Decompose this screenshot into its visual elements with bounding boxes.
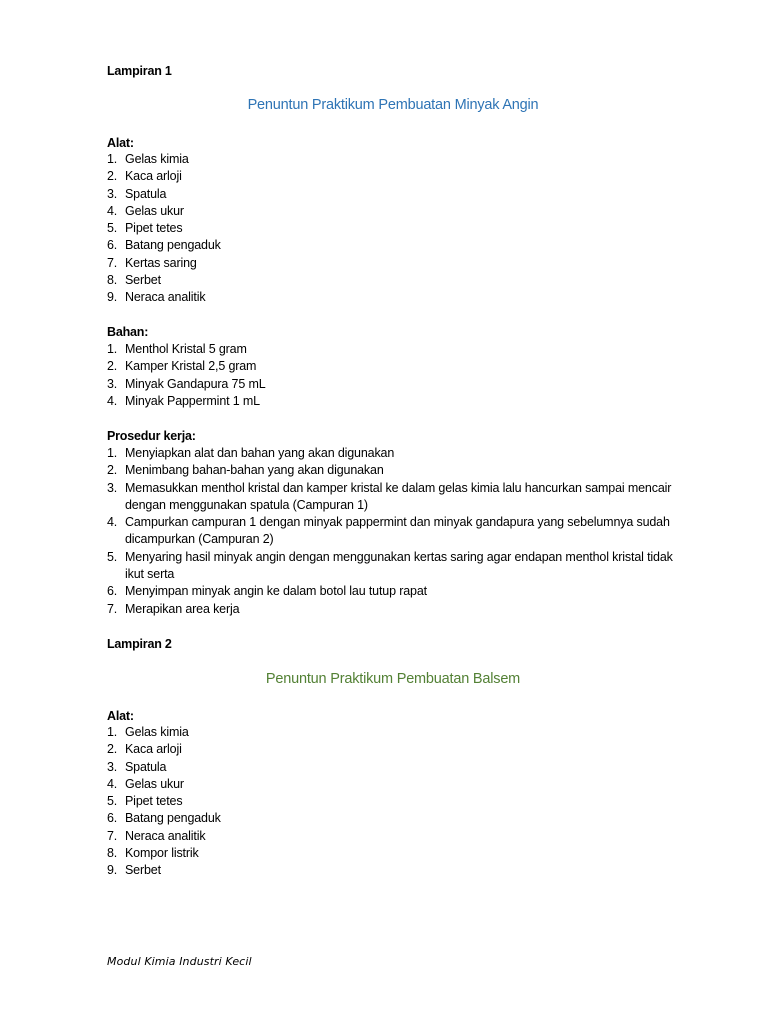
list-item-number: 4. [107, 203, 118, 218]
list-item-number: 3. [107, 759, 118, 774]
list-item-text: Minyak Pappermint 1 mL [125, 393, 260, 408]
list-item-number: 3. [107, 480, 118, 495]
list-item-text: Menimbang bahan-bahan yang akan digunakan [125, 463, 384, 478]
list-item-number: 6. [107, 584, 118, 599]
list-item-number: 2. [107, 169, 118, 184]
list-item-number: 6. [107, 238, 118, 253]
list-item-text: Menyaring hasil minyak angin dengan menggunakan kertas saring agar endapan menthol kristal tidak ikut serta [125, 549, 673, 582]
list-item-text: Serbet [125, 863, 161, 878]
alat-heading-2: Alat: [107, 709, 134, 723]
list-item [107, 376, 687, 393]
alat-list-1 [107, 151, 687, 307]
list-item [107, 845, 687, 862]
list-item-number: 8. [107, 273, 118, 288]
list-item-number: 5. [107, 794, 118, 809]
lampiran-2-title: Penuntun Praktikum Pembuatan Balsem [265, 671, 521, 687]
list-item-text: Gelas kimia [125, 152, 189, 166]
list-item [107, 168, 687, 185]
list-item-text: Menyiapkan alat dan bahan yang akan digunakan [125, 446, 395, 460]
list-item-text: Merapikan area kerja [125, 601, 240, 616]
list-item-number: 4. [107, 515, 118, 530]
list-item-number: 9. [107, 290, 118, 305]
list-item [107, 462, 687, 479]
list-item-number: 2. [107, 359, 118, 374]
list-item [107, 445, 687, 462]
list-item [107, 793, 687, 810]
list-item-number: 2. [107, 742, 118, 757]
list-item-number: 1. [107, 152, 118, 166]
list-item [107, 724, 687, 741]
alat-list-2 [107, 724, 687, 880]
prosedur-list [107, 445, 687, 618]
lampiran-2-label: Lampiran 2 [107, 637, 172, 651]
list-item-number: 7. [107, 828, 118, 843]
list-item [107, 549, 687, 584]
list-item-text: Menyimpan minyak angin ke dalam botol lau tutup rapat [125, 584, 427, 599]
list-item [107, 341, 687, 358]
list-item-text: Campurkan campuran 1 dengan minyak pappermint dan minyak gandapura yang sebelumnya sudah dicampurkan (Campuran 2) [125, 515, 670, 547]
list-item [107, 759, 687, 776]
list-item-number: 3. [107, 376, 118, 391]
list-item-text: Batang pengaduk [125, 811, 221, 826]
list-item-text: Gelas kimia [125, 725, 189, 739]
list-item [107, 583, 687, 600]
list-item [107, 289, 687, 306]
list-item-number: 2. [107, 463, 118, 478]
list-item-number: 8. [107, 846, 118, 861]
alat-heading-1: Alat: [107, 136, 134, 150]
list-item-number: 3. [107, 186, 118, 201]
list-item [107, 255, 687, 272]
list-item [107, 810, 687, 827]
footer-text: Modul Kimia Industri Kecil [107, 955, 252, 968]
list-item-text: Neraca analitik [125, 828, 206, 843]
list-item-text: Pipet tetes [125, 794, 183, 809]
list-item-text: Menthol Kristal 5 gram [125, 342, 247, 356]
list-item-text: Batang pengaduk [125, 238, 221, 253]
list-item [107, 741, 687, 758]
prosedur-heading: Prosedur kerja: [107, 429, 196, 443]
list-item-number: 5. [107, 549, 118, 564]
list-item-text: Gelas ukur [125, 203, 184, 218]
list-item-text: Pipet tetes [125, 221, 183, 236]
bahan-list [107, 341, 687, 410]
list-item-text: Spatula [125, 759, 167, 774]
list-item [107, 203, 687, 220]
list-item [107, 480, 687, 515]
lampiran-1-title: Penuntun Praktikum Pembuatan Minyak Angin [247, 97, 539, 113]
list-item [107, 358, 687, 375]
list-item-number: 1. [107, 725, 118, 739]
list-item-text: Kompor listrik [125, 846, 199, 861]
list-item [107, 601, 687, 618]
list-item-text: Spatula [125, 186, 167, 201]
list-item [107, 776, 687, 793]
list-item [107, 514, 687, 549]
list-item-number: 5. [107, 221, 118, 236]
list-item-text: Serbet [125, 273, 161, 288]
lampiran-1-label: Lampiran 1 [107, 64, 172, 78]
list-item [107, 186, 687, 203]
list-item-text: Kertas saring [125, 255, 197, 270]
list-item [107, 220, 687, 237]
bahan-heading: Bahan: [107, 325, 149, 339]
list-item [107, 828, 687, 845]
list-item-text: Kaca arloji [125, 169, 182, 184]
list-item [107, 237, 687, 254]
list-item-number: 4. [107, 393, 118, 408]
list-item-text: Neraca analitik [125, 290, 206, 305]
list-item-text: Memasukkan menthol kristal dan kamper kristal ke dalam gelas kimia lalu hancurkan sampai mencair dengan menggunakan spatula (Campuran 1) [125, 480, 672, 512]
list-item-number: 1. [107, 446, 118, 460]
list-item [107, 151, 687, 168]
list-item-number: 7. [107, 255, 118, 270]
list-item-text: Minyak Gandapura 75 mL [125, 376, 266, 391]
list-item [107, 862, 687, 879]
list-item-text: Kaca arloji [125, 742, 182, 757]
list-item-text: Kamper Kristal 2,5 gram [125, 359, 257, 374]
list-item-number: 7. [107, 601, 118, 616]
list-item [107, 393, 687, 410]
list-item [107, 272, 687, 289]
list-item-number: 6. [107, 811, 118, 826]
list-item-number: 9. [107, 863, 118, 878]
list-item-number: 4. [107, 776, 118, 791]
list-item-number: 1. [107, 342, 118, 356]
list-item-text: Gelas ukur [125, 776, 184, 791]
